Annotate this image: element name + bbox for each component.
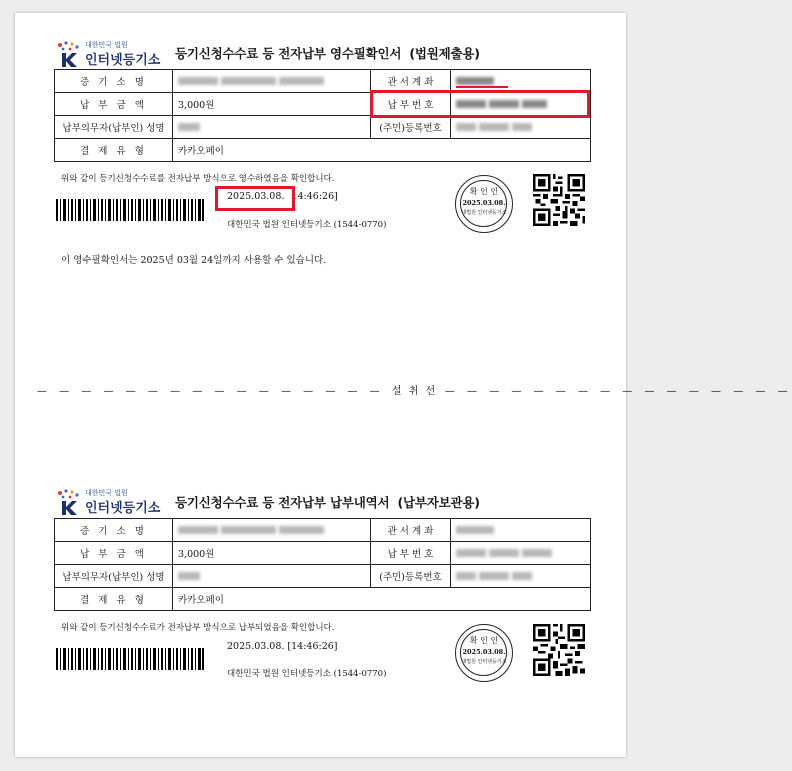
field-label: 납 부 번 호 xyxy=(371,542,451,565)
seal-top-text: 확 인 인 xyxy=(469,187,499,196)
registry-office-value xyxy=(173,70,371,93)
field-label: 증 기 소 명 xyxy=(55,70,173,93)
table-row xyxy=(55,116,591,139)
field-label: 납 부 금 액 xyxy=(55,542,173,565)
receipt-title xyxy=(175,44,480,62)
field-label: 관 서 계 좌 xyxy=(371,70,451,93)
seal-date: 2025.03.08. xyxy=(462,648,506,656)
field-label: 납부의무자(납부인) 성명 xyxy=(55,565,173,588)
court-logo xyxy=(54,486,184,522)
logo-name: 인터넷등기소 xyxy=(85,53,161,68)
account-value xyxy=(451,519,591,542)
court-emblem-icon xyxy=(54,488,82,516)
receipt-statement: 위와 같이 등기신청수수료를 전자납부 방식으로 영수하였음을 확인합니다. xyxy=(61,174,335,184)
field-label: 관 서 계 좌 xyxy=(371,519,451,542)
seal-bottom-text: 대법원 인터넷등기소 xyxy=(461,659,507,665)
table-row xyxy=(55,588,591,611)
highlight-underline xyxy=(456,86,508,88)
qr-code-icon xyxy=(533,624,585,676)
logo-name: 인터넷등기소 xyxy=(85,501,161,516)
amount-value: 3,000원 xyxy=(173,542,371,565)
logo-caption: 대한민국 법원 xyxy=(85,41,128,49)
court-emblem-icon xyxy=(54,40,82,68)
table-row xyxy=(55,565,591,588)
table-row xyxy=(55,519,591,542)
confirmation-seal xyxy=(455,624,513,682)
payer-table xyxy=(54,518,591,611)
seal-bottom-text: 대법원 인터넷등기소 xyxy=(461,210,507,216)
field-label: 납부의무자(납부인) 성명 xyxy=(55,116,173,139)
payer-title-sub: (납부자보관용) xyxy=(397,495,480,510)
field-label: 결 제 유 형 xyxy=(55,139,173,162)
registration-number-value xyxy=(451,116,591,139)
payer-issuer: 대한민국 법원 인터넷등기소 (1544-0770) xyxy=(227,669,387,679)
validity-notice: 이 영수필확인서는 2025년 03월 24일까지 사용할 수 있습니다. xyxy=(61,255,327,266)
field-label: (주민)등록번호 xyxy=(371,565,451,588)
field-label: 납 부 번 호 xyxy=(371,93,451,116)
seal-top-text: 확 인 인 xyxy=(469,636,499,645)
field-label: (주민)등록번호 xyxy=(371,116,451,139)
barcode-icon xyxy=(56,648,204,670)
receipt-title-sub: (법원제출용) xyxy=(409,46,480,61)
field-label: 결 제 유 형 xyxy=(55,588,173,611)
cut-line-dashes-right: — — — — — — — — — — — — — — — — xyxy=(437,386,792,397)
payment-type-value: 카카오페이 xyxy=(173,588,591,611)
payer-name-value xyxy=(173,116,371,139)
payer-title-text: 등기신청수수료 등 전자납부 납부내역서 xyxy=(175,495,390,510)
registry-office-value xyxy=(173,519,371,542)
amount-value: 3,000원 xyxy=(173,93,371,116)
payer-name-value xyxy=(173,565,371,588)
receipt-title-text: 등기신청수수료 등 전자납부 영수필확인서 xyxy=(175,46,402,61)
qr-code-icon xyxy=(533,174,585,226)
issue-date: 2025.03.08. xyxy=(227,191,285,202)
highlight-issue-date xyxy=(215,186,295,211)
receipt-issuer: 대한민국 법원 인터넷등기소 (1544-0770) xyxy=(227,220,387,230)
highlight-payment-number xyxy=(370,90,590,118)
cut-line xyxy=(37,382,792,397)
cut-line-label: 설 취 선 xyxy=(391,386,438,397)
payment-number-value xyxy=(451,542,591,565)
logo-caption: 대한민국 법원 xyxy=(85,489,128,497)
field-label: 납 부 금 액 xyxy=(55,93,173,116)
barcode-icon xyxy=(56,199,204,221)
table-row xyxy=(55,139,591,162)
registration-number-value xyxy=(451,565,591,588)
issue-clock: 14:46:26] xyxy=(291,191,338,202)
field-label: 증 기 소 명 xyxy=(55,519,173,542)
payment-type-value: 카카오페이 xyxy=(173,139,591,162)
payer-issue-time: 2025.03.08. [14:46:26] xyxy=(227,641,338,652)
seal-date: 2025.03.08. xyxy=(462,199,506,207)
payer-title xyxy=(175,493,480,511)
payer-statement: 위와 같이 등기신청수수료가 전자납부 방식으로 납부되었음을 확인합니다. xyxy=(61,623,335,633)
table-row xyxy=(55,542,591,565)
cut-line-dashes-left: — — — — — — — — — — — — — — — — xyxy=(37,386,392,397)
confirmation-seal xyxy=(455,175,513,233)
